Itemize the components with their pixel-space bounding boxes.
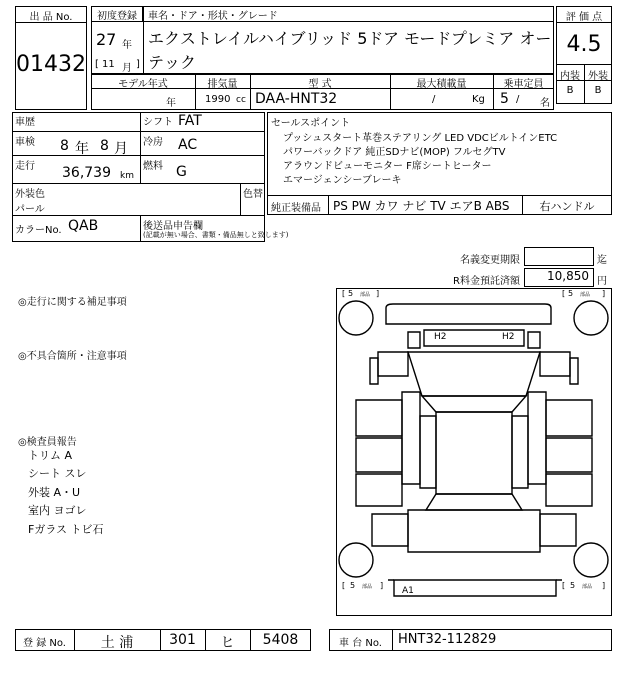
chassis-label: 車 台 No. <box>339 638 382 649</box>
registration-kana: ヒ <box>220 635 235 651</box>
month-unit: 月 <box>122 63 132 74</box>
registration-label: 登 録 No. <box>23 638 66 649</box>
inspection-year: 8 <box>60 138 69 154</box>
interior-grade: B <box>566 85 574 96</box>
first-reg-label: 初度登録 <box>91 6 143 22</box>
registration-number: 5408 <box>262 632 299 648</box>
history-label: 車歴 <box>15 117 35 128</box>
tire-rear-left-unit: 部品 <box>362 584 373 590</box>
equipment-list: PS PW カワ ナビ TV エアB ABS <box>333 199 510 213</box>
divider <box>15 22 87 23</box>
exterior-grade: B <box>594 85 602 96</box>
ac-value: AC <box>178 137 198 153</box>
max-load-unit: Kg <box>472 94 485 105</box>
svg-text:[: [ <box>562 289 566 298</box>
inspector-label: ◎検査員報告 <box>18 437 77 448</box>
chassis-number: HNT32-112829 <box>398 632 497 647</box>
svg-text:]: ] <box>602 581 606 590</box>
damage-mark-h2-right: H2 <box>502 332 515 342</box>
recycle-amount: 10,850 <box>524 268 594 287</box>
tire-front-right-unit: 部品 <box>580 292 591 298</box>
color-no-label: カラーNo. <box>15 225 62 236</box>
inspection-month-unit: 月 <box>114 141 128 157</box>
sales-point-line: アラウンドビューモニター F席シートヒーター <box>283 161 492 172</box>
inspector-line: 室内 ヨゴレ <box>28 504 87 517</box>
model-year-label: モデル年式 <box>118 79 168 90</box>
model-code: DAA-HNT32 <box>255 91 338 107</box>
name-change-field <box>524 247 594 266</box>
driving-notes-label: ◎走行に関する補足事項 <box>18 297 127 308</box>
inspector-line: トリム A <box>28 449 73 462</box>
docs-label: 後送品申告欄 <box>143 221 203 232</box>
ext-color-value: パール <box>15 204 45 215</box>
name-change-unit: 迄 <box>597 255 607 266</box>
capacity: 5 <box>500 91 509 107</box>
tire-rear-right-unit: 部品 <box>582 584 593 590</box>
svg-text:[: [ <box>342 581 346 590</box>
recycle-unit: 円 <box>597 276 607 287</box>
steering-side: 右ハンドル <box>539 200 595 213</box>
docs-note: (記載が無い場合、書類・備品無しと致します) <box>143 231 289 239</box>
inspector-line: シート スレ <box>28 467 87 480</box>
inspection-label: 車検 <box>15 137 35 148</box>
capacity-label: 乗車定員 <box>503 79 544 90</box>
tire-front-left-label: [ <box>342 289 346 298</box>
displacement-label: 排気量 <box>207 79 238 90</box>
lot-label: 出 品 No. <box>29 12 73 23</box>
car-name-label: 車名・ドア・形状・グレード <box>143 6 554 22</box>
svg-text:]: ] <box>376 289 380 298</box>
lot-number: 01432 <box>16 52 86 77</box>
recycle-label: R料金預託済額 <box>453 276 520 287</box>
equipment-label: 純正装備品 <box>271 203 321 214</box>
mileage-label: 走行 <box>15 161 35 172</box>
svg-text:]: ] <box>380 581 384 590</box>
first-reg-month: 11 <box>102 59 115 70</box>
sales-point-line: プッシュスタート革巻ステアリング LED VDCビルトインETC <box>283 133 558 144</box>
divider <box>143 22 144 74</box>
fuel-label: 燃料 <box>143 161 163 172</box>
tire-rear-right-value: 5 <box>570 581 576 590</box>
color-no-value: QAB <box>68 218 99 234</box>
inspection-month: 8 <box>100 138 109 154</box>
first-reg-year: 27 <box>96 30 117 49</box>
registration-place: 土 浦 <box>100 635 134 651</box>
inspection-year-unit: 年 <box>75 141 89 157</box>
year-unit: 年 <box>122 40 132 51</box>
vehicle-damage-diagram <box>336 288 612 616</box>
registration-class: 301 <box>169 632 196 648</box>
tire-front-left-unit: 部品 <box>360 292 371 298</box>
tire-front-left-value: 5 <box>348 289 354 298</box>
car-name-line2: テック <box>148 53 197 72</box>
defects-label: ◎不具合箇所・注意事項 <box>18 351 127 362</box>
model-label: 型 式 <box>308 79 332 90</box>
mileage-unit: km <box>120 171 134 181</box>
sales-point-line: エマージェンシーブレーキ <box>283 175 402 186</box>
tire-front-right-value: 5 <box>568 289 574 298</box>
damage-mark-h2-left: H2 <box>434 332 447 342</box>
color-change-label: 色替 <box>243 189 263 200</box>
exterior-label: 外装 <box>588 71 608 82</box>
model-year-unit: 年 <box>166 98 176 109</box>
mileage-value: 36,739 <box>62 165 111 181</box>
inspector-line: Fガラス トビ石 <box>28 523 104 536</box>
displacement-unit: cc <box>236 95 246 105</box>
svg-text:[: [ <box>562 581 566 590</box>
max-load-label: 最大積載量 <box>416 79 467 90</box>
name-change-label: 名義変更期限 <box>460 255 520 266</box>
score-label: 評 価 点 <box>565 12 603 23</box>
shift-label: シフト <box>143 117 173 128</box>
sales-point-line: パワーバックドア 純正SDナビ(MOP) フルセグTV <box>283 147 506 158</box>
svg-text:]: ] <box>602 289 606 298</box>
displacement: 1990 <box>205 94 231 105</box>
shift-value: FAT <box>178 113 202 129</box>
damage-mark-a1: A1 <box>402 586 414 596</box>
car-name-line1: エクストレイルハイブリッド 5ドア モードプレミア オー <box>148 29 552 48</box>
ext-color-label: 外装色 <box>15 189 45 200</box>
sales-points-label: セールスポイント <box>271 118 351 129</box>
interior-label: 内装 <box>560 71 580 82</box>
tire-rear-left-value: 5 <box>350 581 356 590</box>
fuel-value: G <box>176 164 187 180</box>
ac-label: 冷房 <box>143 137 163 148</box>
score-value: 4.5 <box>566 32 602 57</box>
capacity-unit: 名 <box>540 98 550 109</box>
inspector-line: 外装 A・U <box>28 486 81 499</box>
